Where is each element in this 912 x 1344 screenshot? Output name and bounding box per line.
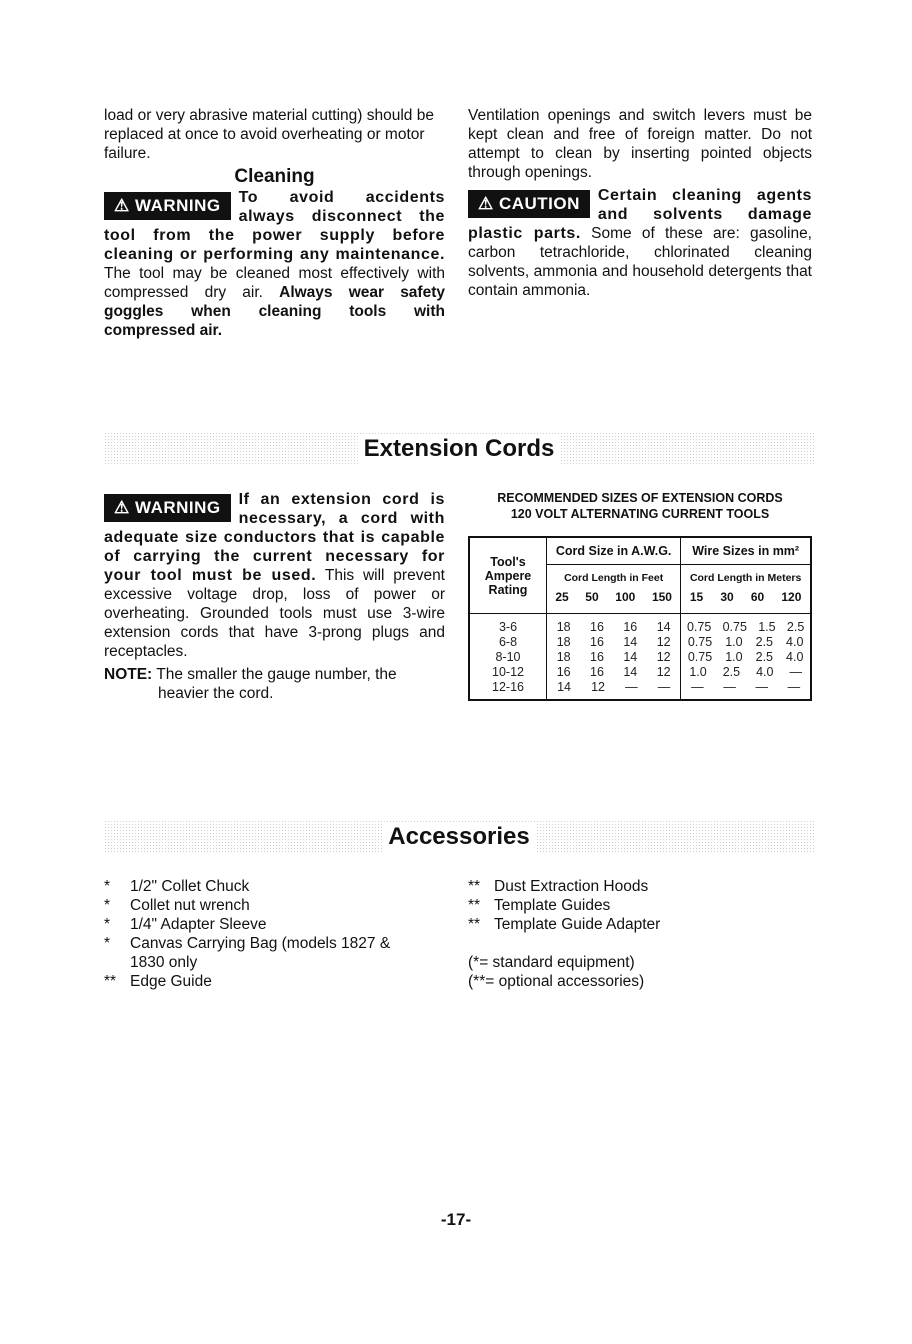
item-marker: * [104, 935, 111, 952]
awg-value: 18 [556, 620, 571, 634]
warning-bold-text: If an extension cord is necessary, a cord with adequate size conductors that is capable of carrying the current necessary for your tool must be used. [104, 491, 445, 584]
item-text: Template Guides [494, 897, 611, 914]
awg-values [547, 635, 680, 650]
feet-subheader [547, 565, 681, 614]
mm-value: 2.5 [722, 665, 741, 679]
mm-value: — [723, 680, 736, 694]
mm-values [681, 680, 810, 695]
item-text: Template Guide Adapter [494, 916, 661, 933]
item-text: Canvas Carrying Bag (models 1827 & 1830 only [130, 935, 391, 971]
rating-header: Tool's Ampere Rating [469, 537, 547, 614]
warning-bold-text: To avoid accidents always disconnect the tool from the power supply before cleaning or performing any maintenance. [104, 189, 445, 263]
accessory-item [104, 972, 404, 991]
accessory-item [468, 915, 812, 934]
note-text: The smaller the gauge number, the heavier the cord. [152, 666, 397, 702]
extension-cords-heading-band [104, 432, 814, 466]
item-text: Edge Guide [130, 973, 212, 990]
item-text: 1/2" Collet Chuck [130, 878, 250, 895]
awg-value: — [625, 680, 638, 694]
mm-value: 0.75 [687, 650, 713, 664]
mm-cells [681, 635, 811, 650]
awg-value: 14 [557, 680, 571, 694]
table-row [469, 650, 811, 665]
mm-value: 4.0 [786, 650, 804, 664]
mm-cells [681, 614, 811, 636]
meters-value: 120 [781, 590, 802, 604]
accessory-item [468, 877, 812, 896]
warning-bold-text-2: Always wear safety goggles when cleaning tools with compressed air. [104, 284, 445, 339]
caution-badge: ⚠ CAUTION [468, 190, 590, 218]
awg-value: — [657, 680, 671, 694]
mm-values [681, 635, 810, 650]
item-text: Collet nut wrench [130, 897, 250, 914]
accessory-item [468, 896, 812, 915]
feet-value: 150 [651, 590, 672, 604]
right-column-top [468, 106, 812, 300]
feet-value: 100 [615, 590, 636, 604]
meters-values [681, 588, 810, 607]
awg-value: 16 [590, 665, 604, 679]
mm-value: 1.0 [725, 650, 743, 664]
extension-warning-column [104, 490, 445, 703]
mm-value: 0.75 [687, 635, 713, 649]
page-number: -17- [440, 1210, 472, 1229]
caution-text: Some of these are: gasoline, carbon tetrachloride, chlorinated cleaning solvents, ammonia and household detergents that contain ammonia. [468, 225, 812, 299]
item-marker: * [104, 916, 111, 933]
awg-value: 18 [556, 650, 571, 664]
item-marker: ** [468, 878, 481, 895]
mm-cells [681, 680, 811, 700]
awg-value: 14 [656, 620, 671, 634]
extension-cord-table-section [468, 490, 812, 701]
item-text: Dust Extraction Hoods [494, 878, 649, 895]
feet-header: Cord Length in Feet [564, 572, 664, 584]
mm-values [681, 665, 810, 680]
table-row [469, 680, 811, 700]
awg-cells [547, 650, 681, 665]
item-marker: * [104, 897, 111, 914]
warning-badge: ⚠ WARNING [104, 192, 231, 220]
mm-value: 2.5 [755, 635, 774, 649]
accessory-item [104, 896, 404, 915]
legend-standard: (*= standard equipment) [468, 954, 635, 971]
awg-value: 16 [590, 620, 604, 634]
meters-subheader [681, 565, 811, 614]
legend-optional: (**= optional accessories) [468, 973, 645, 990]
mm-value: — [691, 680, 704, 694]
warning-badge: ⚠ WARNING [104, 494, 231, 522]
awg-value: 12 [656, 650, 671, 664]
meters-value: 60 [750, 590, 765, 604]
mm-value: 2.5 [755, 650, 774, 664]
mm-value: — [789, 665, 802, 679]
caution-bold-text: Certain cleaning agents and solvents damage plastic parts. [468, 187, 812, 242]
caution-block [468, 186, 812, 300]
left-column-top [104, 106, 445, 340]
warning-text: This will prevent excessive voltage drop, loss of power or overheating. Grounded tools must use 3-wire extension cords that have 3-prong plugs and receptacles. [104, 567, 445, 660]
feet-value: 25 [555, 590, 569, 604]
awg-cells [547, 665, 681, 680]
meters-header: Cord Length in Meters [689, 572, 802, 584]
mm-value: — [787, 680, 801, 694]
mm-header: Wire Sizes in mm² [681, 537, 811, 565]
note [104, 665, 445, 703]
rating-cell: 8-10 [469, 650, 547, 665]
awg-cells [547, 614, 681, 636]
rating-cell: 6-8 [469, 635, 547, 650]
awg-values [547, 650, 680, 665]
feet-value: 50 [585, 590, 599, 604]
cleaning-warning [104, 188, 445, 340]
rating-cell: 10-12 [469, 665, 547, 680]
rating-cell: 3-6 [469, 614, 547, 636]
item-marker: ** [104, 973, 117, 990]
meters-value: 15 [689, 590, 704, 604]
accessory-item [104, 877, 404, 896]
awg-value: 16 [590, 650, 604, 664]
accessories-right [468, 877, 812, 991]
extension-cords-heading: Extension Cords [358, 434, 561, 464]
awg-value: 14 [623, 635, 638, 649]
feet-values [547, 588, 680, 607]
accessory-item [104, 915, 404, 934]
awg-value: 14 [623, 665, 638, 679]
item-marker: ** [468, 897, 481, 914]
accessories-heading-band [104, 820, 814, 854]
awg-header: Cord Size in A.W.G. [547, 537, 681, 565]
mm-values [681, 620, 810, 635]
awg-value: 14 [623, 650, 638, 664]
accessories-heading: Accessories [382, 822, 535, 852]
table-row [469, 635, 811, 650]
extension-warning [104, 490, 445, 661]
item-marker: ** [468, 916, 481, 933]
item-marker: * [104, 878, 111, 895]
mm-cells [681, 665, 811, 680]
cleaning-heading: Cleaning [234, 166, 315, 187]
awg-values [547, 680, 680, 695]
table-caption-1: RECOMMENDED SIZES OF EXTENSION CORDS [497, 491, 783, 505]
awg-value: 16 [590, 635, 604, 649]
mm-value: 0.75 [686, 620, 712, 634]
awg-cells [547, 635, 681, 650]
table-caption-2: 120 VOLT ALTERNATING CURRENT TOOLS [510, 507, 770, 521]
accessories-left [104, 877, 404, 991]
awg-value: 16 [623, 620, 638, 634]
item-text: 1/4" Adapter Sleeve [130, 916, 267, 933]
note-label: NOTE: [104, 666, 153, 683]
mm-value: 4.0 [786, 635, 804, 649]
mm-value: 1.0 [689, 665, 707, 679]
warning-text: The tool may be cleaned most effectively with compressed dry air. [104, 265, 445, 301]
awg-values [547, 665, 680, 680]
mm-value: 4.0 [756, 665, 774, 679]
awg-value: 16 [556, 665, 571, 679]
mm-value: 1.5 [758, 620, 776, 634]
awg-values [547, 620, 680, 635]
mm-value: 0.75 [722, 620, 747, 634]
awg-value: 12 [591, 680, 605, 694]
mm-value: 1.0 [725, 635, 743, 649]
mm-cells [681, 650, 811, 665]
extension-cord-table [468, 536, 812, 701]
mm-value: — [755, 680, 768, 694]
ventilation-text: Ventilation openings and switch levers must be kept clean and free of foreign matter. Do not attempt to clean by inserting pointed objects through openings. [468, 107, 812, 181]
mm-value: 2.5 [786, 620, 805, 634]
mm-values [681, 650, 810, 665]
awg-value: 18 [556, 635, 571, 649]
rating-cell: 12-16 [469, 680, 547, 700]
accessory-item [104, 934, 404, 972]
table-row [469, 665, 811, 680]
awg-value: 12 [656, 665, 671, 679]
awg-value: 12 [656, 635, 671, 649]
table-row [469, 614, 811, 636]
meters-value: 30 [720, 590, 734, 604]
intro-text: load or very abrasive material cutting) should be replaced at once to avoid overheating or motor failure. [104, 107, 434, 162]
awg-cells [547, 680, 681, 700]
